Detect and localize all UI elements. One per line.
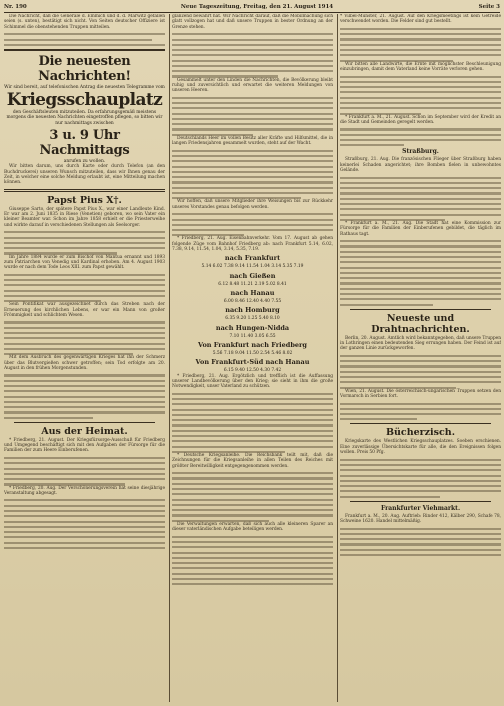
headline-pope: Papst Pius X†. — [47, 194, 122, 206]
headline-books: Bücherzisch. — [385, 427, 456, 439]
timetable-route: nach Homburg — [225, 306, 280, 315]
paragraph: Mit dem Ausbruch des gegenwärtigen Krieges hat ihn der Schmerz über das Blutvergießen schwer getroffen; sein Tod erfolgte am 20. August in den frühen Morgenstunden. — [4, 355, 165, 371]
paragraph: * Friedberg, 21. August. Der Kriegsfürsorge-Ausschuß für Friedberg und Umgegend beschäftigt sich mit den Aufgaben der Fürsorge für die Familien der zum Heere Einberufenen. — [4, 437, 165, 454]
text-lines — [172, 472, 333, 522]
text-lines — [340, 128, 501, 146]
timetable-times: 5.14 6.02 7.38 9.14 11.54 1.04 3.14 5.35 7.19 — [201, 264, 304, 270]
headline-strasbourg: Straßburg. — [402, 148, 439, 156]
timetable-times: 6.15 9.40 12.50 4.30 7.42 — [223, 368, 282, 374]
text-lines — [340, 177, 501, 221]
text-lines — [4, 321, 165, 355]
timetable-route: nach Hungen-Nidda — [215, 323, 290, 332]
headline-war: Kriegsschauplatz — [6, 90, 163, 111]
paragraph: Straßburg, 21. Aug. Die französischen Flieger über Straßburg haben keinerlei Schaden angerichtet; ihre Bomben fielen in unbewohntes Gelände. — [340, 157, 501, 174]
text-lines — [4, 231, 165, 254]
headline-homeland: Aus der Heimat. — [41, 425, 128, 437]
section-divider — [4, 49, 165, 51]
subline: Wir sind bereit, auf telefonischen Antrag die neuesten Telegramme vom — [4, 84, 165, 90]
column-rule — [169, 14, 170, 702]
text-lines — [340, 240, 501, 305]
headline-latest: Neueste und Drahtnachrichten. — [371, 312, 470, 335]
paragraph: * Friedberg, 21. Aug. Eisenbahnverkehr. Vom 17. August ab gehen folgende Züge vom Bahnhof Friedberg ab: nach Frankfurt 5.14, 6.02, 7.38, 9.14, 11.54, 1.04, 3.14, 5.35, 7.19. — [172, 236, 333, 253]
text-lines — [340, 28, 501, 62]
paragraph: Berlin, 20. August. Amtlich wird bekanntgegeben, daß unsere Truppen in Lothringen einen bedeutenden Sieg errungen haben. Der Feind ist auf der ganzen Linie zurückgeworfen. — [340, 335, 501, 352]
headline-news: Die neuesten Nachrichten! — [38, 53, 131, 84]
timetable-times: 6.12 8.48 11.21 2.19 5.02 8.41 — [218, 281, 287, 287]
section-divider — [4, 189, 165, 192]
timetable-route: nach Gießen — [229, 271, 276, 280]
timetable-times: 7.10 11.40 3.05 6.55 — [229, 333, 276, 339]
paragraph: * Friedberg, 21. Aug. Ergötzlich und trefflich ist die Auffassung unserer Landbevölkerung über den Krieg; sie sieht in ihm die große Notwendigkeit, unser Vaterland zu schützen. — [172, 373, 333, 390]
paragraph: Deutschlands Heer im vollen Besitz aller Kräfte und Hilfsmittel, die in langen Friedensjahren gesammelt wurden, steht auf der Wacht. — [172, 135, 333, 147]
paragraph: Die Verwaltungen erwarten, daß sich auch alle kleineren Sparer an dieser vaterländischen Aufgabe beteiligen werden. — [172, 521, 333, 533]
timetable-route: Von Frankfurt nach Friedberg — [198, 340, 307, 349]
text-lines — [4, 374, 165, 418]
section-divider — [350, 309, 491, 310]
masthead-line: Neue Tageszeitung, Freitag, den 21. August 1914 — [180, 4, 334, 10]
timetable-times: 6.00 8.46 12.40 4.40 7.55 — [223, 299, 282, 305]
paragraph: Frankfurt a. M., 20. Aug. Auftrieb: Rinder 412, Kälber 290, Schafe 78, Schweine 1620. Handel mittelmäßig. — [340, 513, 501, 525]
text-lines — [340, 76, 501, 115]
timetable-route: nach Frankfurt — [224, 254, 281, 263]
column-left — [4, 14, 165, 704]
timetable-times: 5.56 7.18 9.04 11.50 2.54 5.46 8.02 — [212, 350, 293, 356]
issue-number: Nr. 190 — [4, 4, 27, 10]
page-number: Seite 3 — [478, 4, 500, 10]
text-lines — [172, 213, 333, 236]
timetable-route: Von Frankfurt-Süd nach Hanau — [195, 358, 310, 367]
paragraph: Wir hoffen, daß unsere Mitglieder ihre Weisungen bis zur Rückkehr unseres Vorstandes genau befolgen werden. — [172, 199, 333, 210]
paragraph: Gesammelt unter den Linden die Nachrichten, die Bevölkerung bleibt ruhig und zuversichtlich und erwartet die weiteren Meldungen von unseren Heeren. — [172, 77, 333, 94]
paragraph: Wir bitten darum, uns durch Karte oder durch Telefon (an den Buchdruckerei) unseren Wunsch mitzuteilen, dass wir Ihnen genau der Zeit, in welcher eine solche Meldung erlaubt ist, eine Mitteilung machen können. — [4, 164, 165, 186]
text-lines — [340, 528, 501, 557]
subline: anrufen zu wollen. — [63, 159, 106, 165]
intro-paragraph: Die Nachricht, daß die Generale d. Emmich und d. d. Marwitz gefallen seien (s. unten), bestätigt sich nicht. Von Seiten deutscher Offiziere ist Schimmel die obenstehenden Truppen mitteilen. — [4, 14, 165, 30]
timetable — [172, 254, 333, 373]
text-lines — [340, 459, 501, 498]
column-middle — [172, 14, 333, 704]
text-lines — [4, 499, 165, 549]
text-lines — [340, 355, 501, 389]
section-divider — [14, 422, 155, 423]
text-lines — [4, 457, 165, 486]
text-lines — [4, 274, 165, 303]
paragraph: glänzend bewährt hat. Wir Nachricht darauf, daß die Mobilmachung sich glatt vollzogen hat und daß unsere Truppen in bester Ordnung an der Grenze stehen. — [172, 14, 333, 30]
paragraph: Sein Pontifikat war ausgezeichnet durch das Streben nach der Erneuerung des kirchlichen Lebens, er war ein Mann von großer Frömmigkeit und schlichtem Wesen. — [4, 302, 165, 318]
paragraph: Wir bitten alle Landwirte, die Ernte mit möglichster Beschleunigung einzubringen, damit dem Vaterland keine Vorräte verloren gehen. — [340, 61, 501, 72]
paragraph: Giuseppe Sarto, der spätere Papst Pius X., war einer Landleute Kind. Er war am 2. Juni 1835 in Riese (Venetien) geboren, wo sein Vater ein kleiner Beamter war. Schon im Jahre 1858 erhielt er die Priesterweihe und wirkte darauf in verschiedenen Stellungen als Seelsorger. — [4, 206, 165, 228]
column-rule — [337, 14, 338, 702]
paragraph: Kriegskarte des Westlichen Kriegsschauplatzes. Soeben erschienen. Eine zuverlässige Übersichtskarte für alle, die den Ereignissen folgen wollen. Preis 50 Pfg. — [340, 439, 501, 456]
text-lines — [4, 33, 165, 46]
section-divider — [350, 501, 491, 502]
column-right — [340, 14, 501, 704]
paragraph: * Deutsche Kriegsanleihe. Die Reichsbank teilt mit, daß die Zeichnungen für die Kriegsanleihe in allen Teilen des Reiches mit größter Bereitwilligkeit entgegengenommen werden. — [172, 452, 333, 469]
text-lines — [172, 150, 333, 200]
subline: den Geschäftsleuten mitzuteilen. Da erfahrungsgemäß meistens morgens die neuesten Nachrichten eingetroffen pflegen, so bitten wir nur nachmittags zwischen — [6, 110, 163, 126]
page-header — [4, 2, 500, 13]
headline-market: Frankfurter Viehmarkt. — [380, 504, 461, 512]
section-divider — [350, 423, 491, 424]
text-lines — [172, 33, 333, 77]
timetable-route: nach Hanau — [230, 289, 275, 298]
timetable-times: 6.35 9.20 1.25 5.40 8.10 — [225, 316, 280, 322]
paragraph: * Frankfurt a. M., 21. August. Schon im September wird der Kredit an die Stadt und Gemeinden geregelt werden. — [340, 114, 501, 125]
text-lines — [340, 403, 501, 421]
text-lines — [172, 536, 333, 586]
paragraph: Im Jahre 1884 wurde er zum Bischof von Mantua ernannt und 1893 zum Patriarchen von Venedig und Kardinal erhoben. Am 4. August 1903 wurde er nach dem Tode Leos XIII. zum Papst gewählt. — [4, 254, 165, 271]
paragraph: * Vilbel-Münster, 21. August. Auf den Kriegsmeetings ist kein Getreide verschwendet worden. Die Felder sind gut bestellt. — [340, 14, 501, 25]
headline-time: 3 u. 9 Uhr Nachmittags — [39, 128, 130, 159]
paragraph: * Friedberg, 20. Aug. Der Verschönerungsverein hat seine diesjährige Veranstaltung abgesagt. — [4, 485, 165, 496]
text-lines — [172, 97, 333, 136]
paragraph: * Frankfurt a. M., 21. Aug. Die Stadt hat eine Kommission zur Fürsorge für die Familien der Einberufenen gebildet, die täglich im Rathaus tagt. — [340, 220, 501, 237]
paragraph: Wien, 21. August. Die österreichisch-ungarischen Truppen setzen den Vormarsch in Serbien fort. — [340, 388, 501, 399]
text-lines — [172, 393, 333, 453]
